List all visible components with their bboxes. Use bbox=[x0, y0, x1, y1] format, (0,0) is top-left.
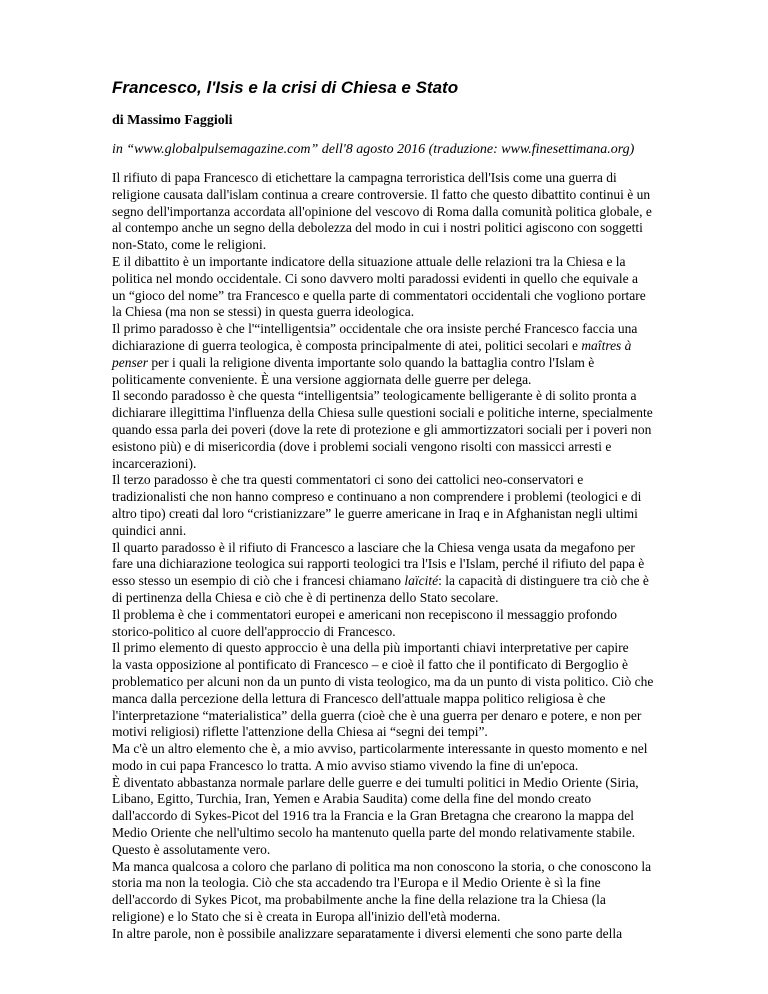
text-line: la vasta opposizione al pontificato di Francesco – e cioè il fatto che il pontificato di Bergoglio è bbox=[112, 657, 628, 673]
text-line: Il quarto paradosso è il rifiuto di Francesco a lasciare che la Chiesa venga usata da megafono per bbox=[112, 539, 635, 555]
text-line: tradizionalisti che non hanno compreso e continuano a non comprendere i problemi (teologici e di bbox=[112, 489, 642, 505]
text-line: esistono più) e di misericordia (dove i problemi sociali vengono risolti con massicci arresti e bbox=[112, 438, 612, 454]
text-line: Libano, Egitto, Turchia, Iran, Yemen e Arabia Saudita) come della fine del mondo creato bbox=[112, 791, 592, 807]
text-line bbox=[112, 355, 724, 372]
paragraph bbox=[112, 254, 724, 321]
text-line: In altre parole, non è possibile analizzare separatamente i diversi elementi che sono parte della bbox=[112, 925, 623, 941]
text-line bbox=[112, 338, 724, 355]
text-line: dall'accordo di Sykes-Picot del 1916 tra la Francia e la Gran Bretagna che crearono la mappa del bbox=[112, 808, 634, 824]
text-line: di pertinenza della Chiesa e ciò che è di pertinenza dello Stato secolare. bbox=[112, 589, 499, 605]
text-line: incarcerazioni). bbox=[112, 455, 197, 471]
text-line: Il rifiuto di papa Francesco di etichettare la campagna terroristica dell'Isis come una guerra di bbox=[112, 170, 617, 185]
paragraph bbox=[112, 540, 724, 607]
paragraph bbox=[112, 775, 724, 859]
text-line: Il primo elemento di questo approccio è una della più importanti chiavi interpretative per capire bbox=[112, 640, 629, 656]
article-source: in “www.globalpulsemagazine.com” dell'8 agosto 2016 (traduzione: www.finesettimana.org) bbox=[112, 142, 635, 157]
text-line: religione causata dall'islam continua a creare controversie. Il fatto che questo dibattito continui è un bbox=[112, 186, 651, 202]
text-line: un “gioco del nome” tra Francesco e quella parte di commentatori occidentali che vogliono portare bbox=[112, 287, 646, 303]
text-line: religione) e lo Stato che si è creata in Europa all'inizio dell'età moderna. bbox=[112, 909, 501, 925]
text-line: Medio Oriente che nell'ultimo secolo ha mantenuto quella parte del mondo relativamente stabile. bbox=[112, 825, 636, 841]
text-line: la Chiesa (ma non se stessi) in questa guerra ideologica. bbox=[112, 304, 415, 320]
italic-term: maîtres à bbox=[581, 337, 632, 353]
text-line: al contempo anche un segno della debolezza del modo in cui i nostri politici agiscono con soggetti bbox=[112, 220, 643, 236]
text-line: dichiarare illegittima l'influenza della Chiesa sulle questioni sociali e politiche interne, specialmente bbox=[112, 405, 653, 421]
text-line: Il secondo paradosso è che questa “intelligentsia” teologicamente belligerante è di solito pronta a bbox=[112, 388, 637, 404]
text-line: Il problema è che i commentatori europei e americani non recepiscono il messaggio profondo bbox=[112, 606, 617, 622]
text-line: fare una dichiarazione teologica sui rapporti teologici tra l'Isis e l'Islam, perché il rifiuto del papa è bbox=[112, 556, 645, 572]
text-segment: dichiarazione di guerra teologica, è composta principalmente di atei, politici secolari e bbox=[112, 337, 582, 353]
text-line: Il terzo paradosso è che tra questi commentatori ci sono dei cattolici neo-conservatori e bbox=[112, 472, 584, 488]
italic-term: penser bbox=[112, 354, 148, 370]
text-line: politicamente conveniente. È una versione aggiornata delle guerre per delega. bbox=[112, 371, 532, 387]
text-segment: : la capacità di distinguere tra ciò che è bbox=[438, 573, 649, 589]
paragraph bbox=[112, 472, 724, 539]
text-line: non-Stato, come le religioni. bbox=[112, 237, 267, 253]
paragraph bbox=[112, 170, 724, 254]
text-line: storia ma non la teologia. Ciò che sta accadendo tra l'Europa e il Medio Oriente è sì la fine bbox=[112, 875, 601, 891]
paragraph bbox=[112, 388, 724, 472]
text-segment: per i quali la religione diventa importante solo quando la battaglia contro l'Islam è bbox=[148, 354, 595, 370]
text-line: motivi religiosi) riflette l'attenzione della Chiesa ai “segni dei tempi”. bbox=[112, 724, 488, 740]
italic-term: laïcité bbox=[404, 573, 439, 589]
text-line: quando essa parla dei poveri (dove la rete di protezione e gli ammortizzatori sociali per i poveri non bbox=[112, 421, 652, 437]
text-line: Ma c'è un altro elemento che è, a mio avviso, particolarmente interessante in questo momento e nel bbox=[112, 741, 648, 757]
text-line: altro tipo) creati dal loro “cristianizzare” le guerre americane in Iraq e in Afghanistan negli ultimi bbox=[112, 505, 638, 521]
text-line: Questo è assolutamente vero. bbox=[112, 841, 271, 857]
paragraph bbox=[112, 321, 724, 388]
article-body bbox=[112, 170, 724, 943]
text-line: storico-politico al cuore dell'approccio di Francesco. bbox=[112, 623, 396, 639]
text-line: E il dibattito è un importante indicatore della situazione attuale delle relazioni tra la Chiesa e la bbox=[112, 253, 626, 269]
paragraph bbox=[112, 741, 724, 775]
paragraph bbox=[112, 640, 724, 741]
text-line: dell'accordo di Sykes Picot, ma probabilmente anche la fine della relazione tra la Chiesa (la bbox=[112, 892, 606, 908]
text-line: quindici anni. bbox=[112, 522, 187, 538]
paragraph bbox=[112, 926, 724, 943]
text-line: segno dell'importanza accordata all'opinione del vescovo di Roma dalla comunità politica globale, e bbox=[112, 203, 652, 219]
text-line: modo in cui papa Francesco lo tratta. A mio avviso stiamo vivendo la fine di un'epoca. bbox=[112, 757, 579, 773]
text-line: È diventato abbastanza normale parlare delle guerre e dei tumulti politici in Medio Oriente (Siria, bbox=[112, 774, 639, 790]
text-line: Il primo paradosso è che l'“intelligentsia” occidentale che ora insiste perché Francesco faccia una bbox=[112, 321, 638, 337]
paragraph bbox=[112, 607, 724, 641]
text-line: manca dalla percezione della lettura di Francesco dell'attuale mappa politico religiosa è che bbox=[112, 690, 606, 706]
text-line bbox=[112, 573, 724, 590]
article-author: di Massimo Faggioli bbox=[112, 113, 233, 128]
text-line: politica nel mondo occidentale. Ci sono davvero molti paradossi evidenti in quello che equivale a bbox=[112, 270, 638, 286]
text-line: problematico per alcuni non da un punto di vista teologico, ma da un punto di vista politico. Ciò che bbox=[112, 673, 654, 689]
article-title: Francesco, l'Isis e la crisi di Chiesa e Stato bbox=[112, 78, 459, 97]
text-segment: esso stesso un esempio di ciò che i francesi chiamano bbox=[112, 573, 405, 589]
text-line: l'interpretazione “materialistica” della guerra (cioè che è una guerra per denaro e potere, e non per bbox=[112, 707, 642, 723]
paragraph bbox=[112, 859, 724, 926]
text-line: Ma manca qualcosa a coloro che parlano di politica ma non conoscono la storia, o che conoscono la bbox=[112, 858, 652, 874]
